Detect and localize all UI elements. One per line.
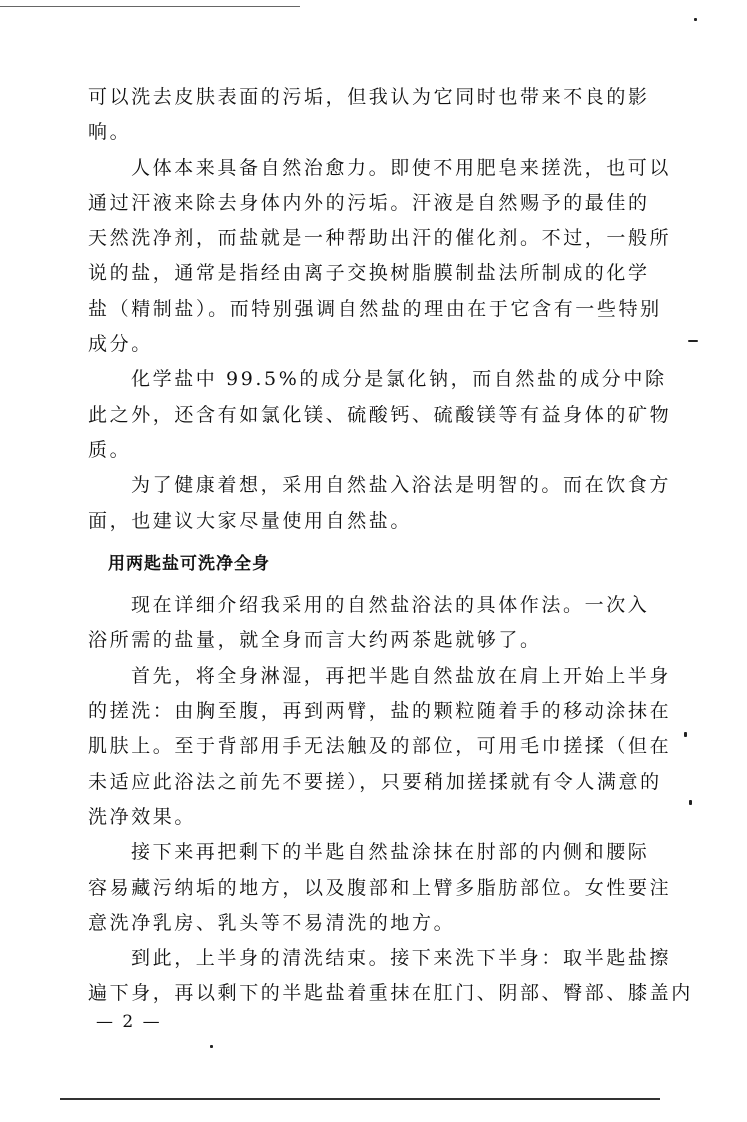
text-line: 质。 [88,438,132,461]
scan-speck [694,18,697,21]
paragraph [88,468,672,539]
scan-speck [688,340,698,342]
text-line: 说的盐，通常是指经由离子交换树脂膜制盐法所制成的化学 [88,262,650,285]
paragraph [88,80,650,151]
text-line: 洗净效果。 [88,805,197,828]
paragraph [88,588,650,659]
paragraph [88,941,693,1012]
page-number: — 2 — [96,1012,162,1032]
text-line: 浴所需的盐量，就全身而言大约两茶匙就够了。 [88,629,542,652]
paragraph [88,362,672,468]
paragraph [88,151,672,363]
text-line: 可以洗去皮肤表面的污垢，但我认为它同时也带来不良的影 [88,86,650,108]
text-line: 响。 [88,121,132,144]
section-heading: 用两匙盐可洗净全身 [108,553,270,574]
text-line: 天然洗净剂，而盐就是一种帮助出汗的催化剂。不过，一般所 [88,227,672,250]
paragraph [88,835,672,941]
text-line: 面，也建议大家尽量使用自然盐。 [88,509,413,532]
page-body [88,80,693,1012]
text-line: 意洗净乳房、乳头等不易清洗的地方。 [88,911,456,934]
text-line: 接下来再把剩下的半匙自然盐涂抹在肘部的内侧和腰际 [131,841,650,864]
scan-edge-top [0,6,300,7]
text-line: 的搓洗：由胸至腹，再到两臂，盐的颗粒随着手的移动涂抹在 [88,700,672,723]
scan-speck [689,800,692,805]
scan-speck [684,732,687,737]
paragraph [88,659,672,835]
text-line: 成分。 [88,333,153,356]
text-line: 到此，上半身的清洗结束。接下来洗下半身：取半匙盐擦 [131,947,672,970]
text-line: 通过汗液来除去身体内外的污垢。汗液是自然赐予的最佳的 [88,191,650,214]
text-line: 人体本来具备自然治愈力。即使不用肥皂来搓洗，也可以 [131,156,672,179]
text-line: 遍下身，再以剩下的半匙盐着重抹在肛门、阴部、臀部、膝盖内 [88,982,693,1005]
scan-edge-bottom [60,1098,660,1100]
text-line: 盐（精制盐）。而特别强调自然盐的理由在于它含有一些特别 [88,297,662,320]
text-line: 为了健康着想，采用自然盐入浴法是明智的。而在饮食方 [131,474,672,497]
scan-speck [210,1045,213,1048]
text-line: 首先，将全身淋湿，再把半匙自然盐放在肩上开始上半身 [131,664,672,687]
text-line: 现在详细介绍我采用的自然盐浴法的具体作法。一次入 [131,594,650,617]
text-line: 未适应此浴法之前先不要搓），只要稍加搓揉就有令人满意的 [88,770,662,793]
text-line: 容易藏污纳垢的地方，以及腹部和上臂多脂肪部位。女性要注 [88,876,672,899]
text-line: 化学盐中 99.5%的成分是氯化钠，而自然盐的成分中除 [131,368,667,391]
text-line: 肌肤上。至于背部用手无法触及的部位，可用毛巾搓揉（但在 [88,735,672,758]
text-line: 此之外，还含有如氯化镁、硫酸钙、硫酸镁等有益身体的矿物 [88,403,672,426]
